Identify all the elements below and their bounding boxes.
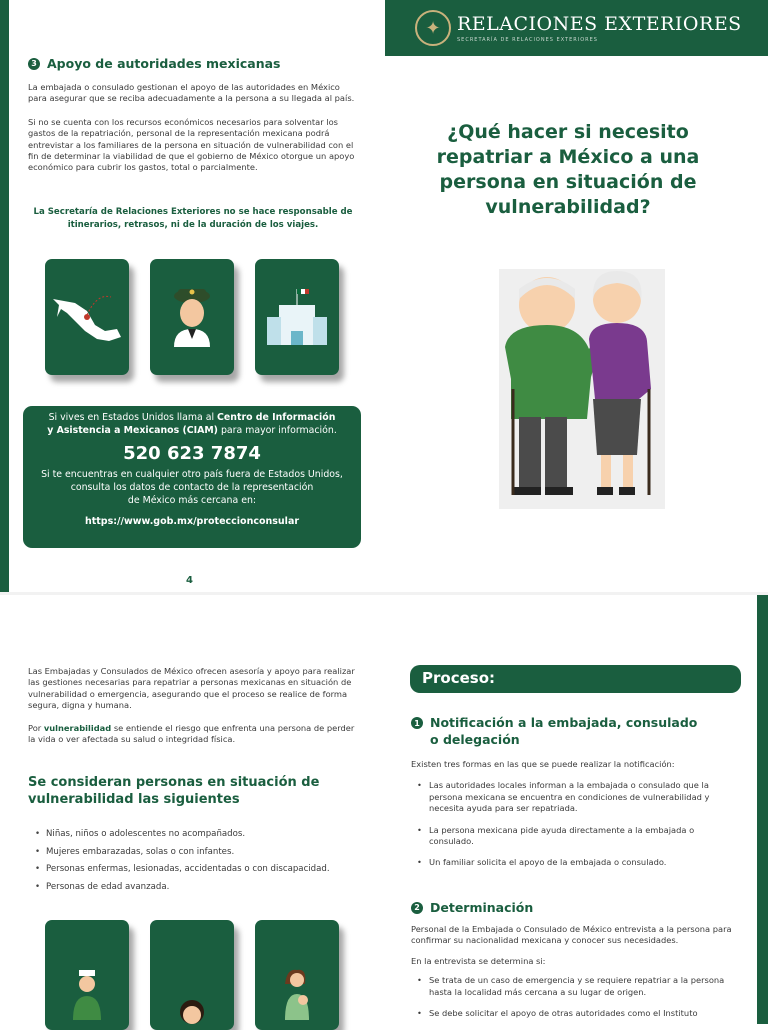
step-number-badge: 3 [28,58,40,70]
step-number-badge: 2 [411,902,423,914]
vulnerability-term: vulnerabilidad [43,722,112,733]
step-2 [411,900,741,1029]
mother-child-icon [255,920,339,1030]
vulnerable-list [28,826,358,896]
notification-list [411,780,741,868]
embassy-building-card [255,259,339,375]
child-icon [150,920,234,1030]
contact-text-bold: Centro de Información [217,412,336,423]
list-item: • Se trata de un caso de emergencia y se requiere repatriar a la persona hasta la localidad más cercana a su lugar de origen. [411,975,741,998]
list-item: • Un familiar solicita el apoyo de la embajada o consulado. [411,857,741,868]
right-accent-bar [757,595,768,1024]
paragraph: La embajada o consulado gestionan el apoyo de las autoridades en México para asegurar que se reciba adecuadamente a la persona a su llegada al país. [28,82,355,104]
section-heading: Apoyo de autoridades mexicanas [47,56,281,71]
paragraph: Si no se cuenta con los recursos económicos necesarios para solventar los gastos de la repatriación, personal de la representación mexicana podrá entrevistar a los familiares de la persona en situación de vulnerabilidad con el fin de determinar la viabilidad de que el gobierno de México otorgue un apoyo económico para cubrir los gastos, total o parcialmente. [28,116,355,173]
brand-subtitle: SECRETARÍA DE RELACIONES EXTERIORES [457,37,598,43]
intro-section [28,666,358,745]
list-item: • Personas de edad avanzada. [28,879,358,897]
step-number-badge: 1 [411,717,423,729]
contact-text-bold: y Asistencia a Mexicanos (CIAM) [47,425,218,436]
contact-text: Si vives en Estados Unidos llama al [48,412,218,423]
list-item: • Personas enfermas, lesionadas, accidentadas o con discapacidad. [28,861,358,879]
section-heading: Se consideran personas en situación de vulnerabilidad las siguientes [28,775,320,807]
page-number: 4 [186,575,193,586]
brand-title: RELACIONES EXTERIORES [457,13,742,35]
mexico-map-icon [45,259,129,375]
step-1 [411,714,741,879]
officer-icon [150,259,234,375]
paragraph: En la entrevista se determina si: [411,955,546,966]
mexico-map-card [45,259,129,375]
officer-card [150,259,234,375]
eagle-seal-icon: ✦ [415,10,451,46]
ciam-contact-box [23,406,361,548]
contact-text: de México más cercana en: [127,495,257,506]
list-item: • Mujeres embarazadas, solas o con infantes. [28,844,358,862]
mother-child-card [255,920,339,1030]
contact-text: Si te encuentras en cualquier otro país fuera de Estados Unidos, [41,469,343,480]
brochure-title: ¿Qué hacer si necesito repatriar a México a una persona en situación de vulnerabilidad? [436,121,700,218]
list-item: • Se debe solicitar el apoyo de otras autoridades como el Instituto [411,1008,741,1019]
step-heading: Determinación [430,900,534,915]
process-banner: Proceso: [410,665,741,693]
child-card [150,920,234,1030]
step-heading: Notificación a la embajada, consulado [430,715,698,730]
step-heading: o delegación [430,732,520,747]
contact-text: consulta los datos de contacto de la representación [70,482,314,493]
contact-text: para mayor información. [217,425,337,436]
list-item: • Las autoridades locales informan a la embajada o consulado que la persona mexicana se encuentra en condiciones de vulnerabilidad y necesita ayuda para ser repatriada. [411,780,741,814]
elderly-couple-illustration [499,269,665,509]
paragraph: Las Embajadas y Consulados de México ofrecen asesoría y apoyo para realizar las gestiones necesarias para repatriar a personas mexicanas en situación de vulnerabilidad o emergencia, asegurando que el proceso se realice de forma segura, digna y humana. [28,666,355,711]
paragraph: Por [28,722,44,733]
paragraph: se entiende el riesgo que enfrenta una persona de perder la vida o ver afectada su salud o integridad física. [28,722,355,745]
vulnerable-heading [28,774,328,808]
brand-header [385,0,768,56]
disclaimer-notice: La Secretaría de Relaciones Exteriores no se hace responsable de itinerarios, retrasos, ni de la duración de los viajes. [33,207,353,230]
ciam-phone-number[interactable]: 520 623 7874 [123,443,261,464]
paragraph: Existen tres formas en las que se puede realizar la notificación: [411,759,675,769]
page-separator [0,592,768,595]
elderly-couple-icon [499,269,665,509]
paragraph: Personal de la Embajada o Consulado de México entrevista a la persona para confirmar su nacionalidad mexicana y conocer sus necesidades. [411,924,732,946]
determination-list [411,975,741,1019]
embassy-building-icon [255,259,339,375]
elderly-person-card [45,920,129,1030]
elderly-person-icon [45,920,129,1030]
list-item: • Niñas, niños o adolescentes no acompañados. [28,826,358,844]
list-item: • La persona mexicana pide ayuda directamente a la embajada o consulado. [411,825,741,848]
left-accent-bar [0,0,9,592]
consular-protection-link[interactable]: https://www.gob.mx/proteccionconsular [84,516,300,527]
section-3 [28,56,358,174]
